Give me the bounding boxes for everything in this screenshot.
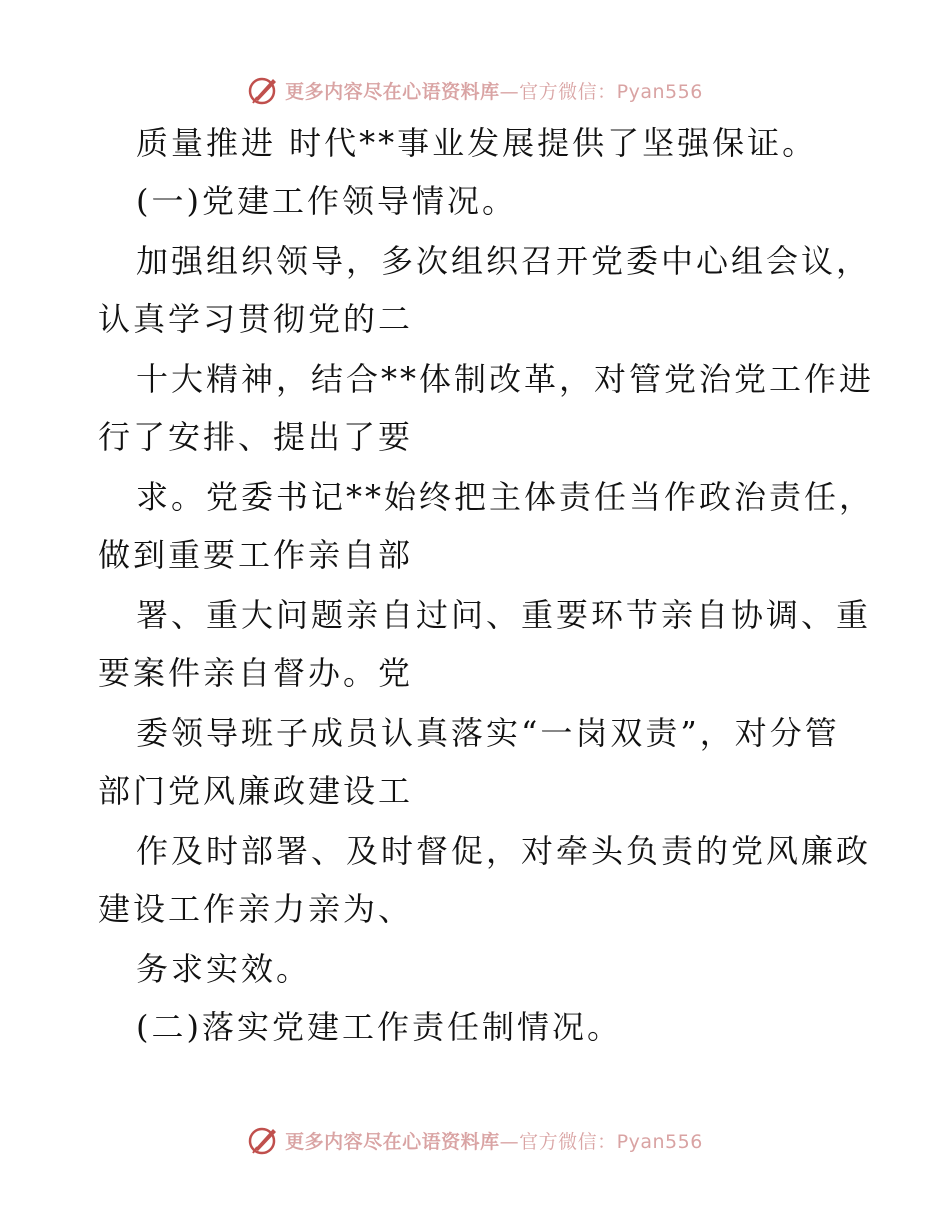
body-line: 行了安排、提出了要 (98, 418, 414, 456)
watermark-text (285, 1127, 703, 1154)
section-heading: (一)党建工作领导情况。 (136, 182, 517, 220)
watermark-suffix: —官方微信：Pyan556 (499, 1130, 703, 1153)
quill-logo-icon (247, 1123, 281, 1157)
watermark-text (285, 77, 703, 104)
body-line: 要案件亲自督办。党 (98, 654, 414, 692)
body-line: 质量推进 时代**事业发展提供了坚强保证。 (136, 124, 818, 162)
body-line: 委领导班子成员认真落实“一岗双责”，对分管 (136, 714, 840, 752)
body-line: 十大精神，结合**体制改革，对管党治党工作进 (136, 360, 875, 398)
body-line: 认真学习贯彻党的二 (98, 300, 414, 338)
body-line: 做到重要工作亲自部 (98, 536, 414, 574)
section-heading: (二)落实党建工作责任制情况。 (136, 1008, 622, 1046)
quill-logo-icon (247, 73, 281, 107)
body-line: 署、重大问题亲自过问、重要环节亲自协调、重 (136, 596, 872, 634)
body-line: 求。党委书记**始终把主体责任当作政治责任， (136, 478, 875, 516)
footer-watermark (0, 1120, 950, 1160)
body-line: 作及时部署、及时督促，对牵头负责的党风廉政 (136, 832, 872, 870)
watermark-name: 更多内容尽在心语资料库 (285, 1130, 500, 1153)
body-line: 加强组织领导，多次组织召开党委中心组会议， (136, 242, 872, 280)
header-watermark (0, 70, 950, 110)
watermark-suffix: —官方微信：Pyan556 (499, 80, 703, 103)
body-line: 部门党风廉政建设工 (98, 772, 414, 810)
watermark-name: 更多内容尽在心语资料库 (285, 80, 500, 103)
body-line: 务求实效。 (136, 950, 312, 988)
body-line: 建设工作亲力亲为、 (98, 890, 414, 928)
